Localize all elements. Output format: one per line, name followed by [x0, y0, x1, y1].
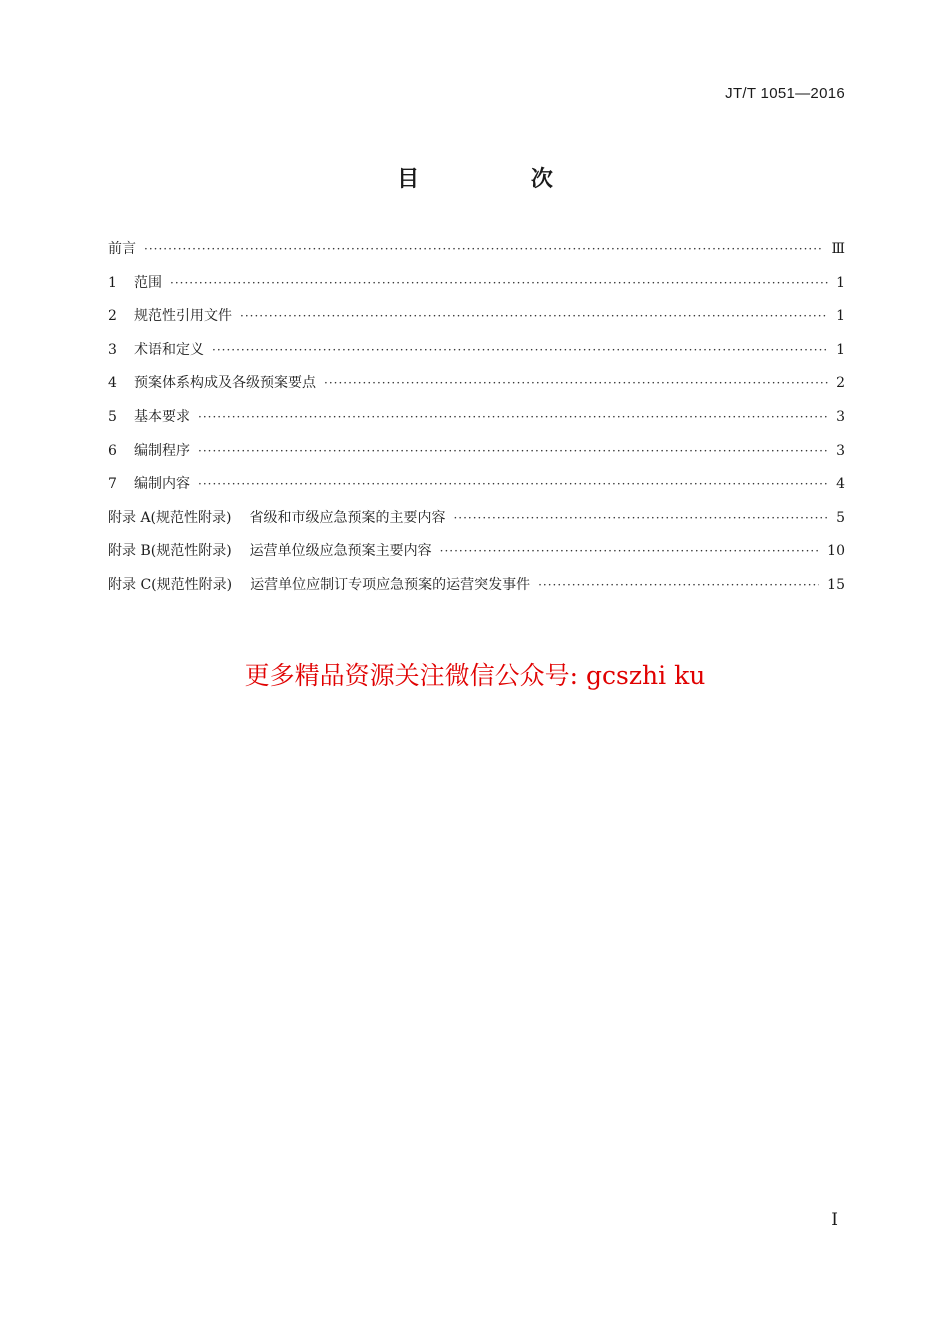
toc-leader-dots [170, 276, 828, 290]
toc-entry-label: 规范性引用文件 [134, 308, 232, 325]
toc-leader-dots [198, 444, 828, 458]
toc-leader-dots [240, 309, 828, 323]
toc-entry-7[interactable] [108, 473, 845, 507]
toc-leader-dots [538, 578, 819, 592]
toc-entry-number: 1 [108, 274, 117, 291]
toc-appendix-tag: 附录 A(规范性附录) [108, 509, 232, 526]
toc-entry-page: 1 [836, 274, 845, 291]
toc-entry-6[interactable] [108, 440, 845, 474]
toc-entry-appendix-c[interactable] [108, 574, 845, 608]
toc-entry-label: 运营单位应制订专项应急预案的运营突发事件 [250, 576, 531, 593]
toc-entry-label: 省级和市级应急预案的主要内容 [249, 509, 446, 526]
toc-entry-page: 3 [836, 442, 845, 459]
toc-entry-5[interactable] [108, 406, 845, 440]
promo-banner: 更多精品资源关注微信公众号: gcszhi ku [244, 661, 706, 690]
toc-entry-page: 3 [836, 408, 845, 425]
toc-leader-dots [144, 242, 823, 256]
toc-entry-page: 1 [836, 308, 845, 325]
toc-entry-page: 4 [836, 476, 845, 493]
toc-entry-label: 术语和定义 [134, 341, 204, 358]
toc-entry-4[interactable] [108, 372, 845, 406]
toc-leader-dots [440, 544, 820, 558]
toc-entry-label: 编制内容 [134, 476, 190, 493]
toc-appendix-tag: 附录 C(规范性附录) [108, 576, 233, 593]
page-number: I [831, 1210, 838, 1230]
toc-appendix-tag: 附录 B(规范性附录) [108, 543, 232, 560]
toc-entry-label: 编制程序 [134, 442, 190, 459]
toc-entry-label: 运营单位级应急预案主要内容 [249, 543, 432, 560]
toc-entry-number: 2 [108, 308, 117, 325]
table-of-contents [108, 238, 845, 608]
toc-entry-appendix-b[interactable] [108, 540, 845, 574]
toc-entry-label: 范围 [134, 274, 162, 291]
toc-entry-foreword[interactable] [108, 238, 845, 272]
toc-entry-label: 预案体系构成及各级预案要点 [134, 375, 316, 392]
toc-entry-page: 5 [836, 509, 845, 526]
toc-entry-page: 1 [836, 341, 845, 358]
toc-entry-2[interactable] [108, 305, 845, 339]
toc-leader-dots [324, 376, 828, 390]
toc-leader-dots [212, 343, 828, 357]
toc-entry-label: 前言 [108, 241, 136, 257]
page-title: 目 次 [397, 167, 605, 192]
toc-leader-dots [198, 410, 828, 424]
toc-leader-dots [453, 511, 828, 525]
toc-entry-number: 4 [108, 375, 117, 392]
toc-entry-page: 2 [836, 375, 845, 392]
toc-entry-page: Ⅲ [831, 241, 845, 257]
toc-entry-number: 6 [108, 442, 117, 459]
toc-entry-number: 5 [108, 408, 117, 425]
toc-entry-page: 15 [827, 576, 845, 593]
standard-code: JT/T 1051—2016 [725, 85, 845, 102]
toc-entry-appendix-a[interactable] [108, 507, 845, 541]
toc-entry-label: 基本要求 [134, 408, 190, 425]
toc-entry-number: 7 [108, 476, 117, 493]
toc-leader-dots [198, 477, 828, 491]
toc-entry-1[interactable] [108, 272, 845, 306]
toc-entry-3[interactable] [108, 339, 845, 373]
toc-entry-page: 10 [827, 543, 845, 560]
toc-entry-number: 3 [108, 341, 117, 358]
